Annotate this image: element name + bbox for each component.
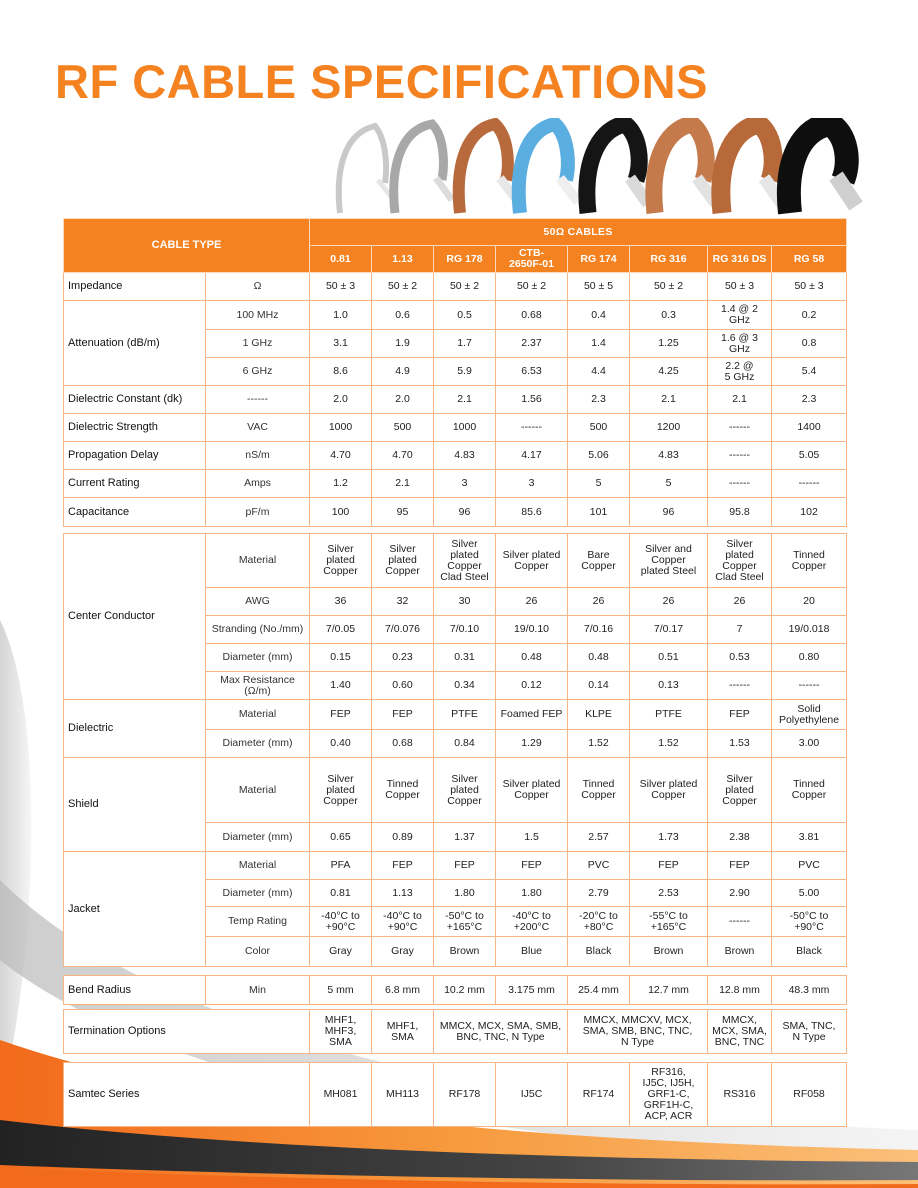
spec-value: 1200 [630,414,708,442]
spec-value: Gray [372,937,434,967]
spec-value: ------ [496,414,568,442]
spec-value: 0.13 [630,672,708,700]
cables-span-header: 50Ω CABLES [310,219,847,246]
spec-label: Center Conductor [64,534,206,700]
spec-value: 0.15 [310,644,372,672]
spec-label: Impedance [64,273,206,301]
spec-value: 12.7 mm [630,976,708,1005]
spec-value: 7/0.05 [310,616,372,644]
spec-value: 0.53 [708,644,772,672]
spec-value: Brown [630,937,708,967]
spec-value: PVC [772,852,847,880]
spec-value: 2.0 [372,386,434,414]
spec-value: 1.9 [372,330,434,358]
spec-unit: 6 GHz [206,358,310,386]
spec-value: 5 mm [310,976,372,1005]
spec-unit: Stranding (No./mm) [206,616,310,644]
spec-row [64,852,847,880]
spec-unit: AWG [206,588,310,616]
spec-value: 48.3 mm [772,976,847,1005]
spec-value: 1000 [310,414,372,442]
spec-row [64,1063,847,1127]
spec-value: 2.38 [708,823,772,852]
spec-label: Dielectric [64,700,206,758]
spec-row [64,442,847,470]
spec-value: Brown [708,937,772,967]
spec-value: 4.83 [434,442,496,470]
spec-value: 3 [496,470,568,498]
spec-value: ------ [708,907,772,937]
spec-value: 0.6 [372,301,434,330]
spec-value: RF178 [434,1063,496,1127]
spec-value: PTFE [630,700,708,730]
spec-value: PTFE [434,700,496,730]
spec-value: 7 [708,616,772,644]
spec-value: FEP [630,852,708,880]
spec-value: 500 [372,414,434,442]
spec-value: RF058 [772,1063,847,1127]
spec-value: 26 [496,588,568,616]
spec-value: -20°C to +80°C [568,907,630,937]
spec-row [64,534,847,588]
cable-illustrations [0,118,918,218]
spec-value: 1.13 [372,880,434,907]
spec-value: 102 [772,498,847,527]
spec-value: 1.29 [496,730,568,758]
spec-value: RS316 [708,1063,772,1127]
spec-value: Black [568,937,630,967]
spec-unit: Max Resistance (Ω/m) [206,672,310,700]
spec-value: 96 [630,498,708,527]
spec-value: 5 [568,470,630,498]
spec-value: 2.1 [630,386,708,414]
spec-unit: Diameter (mm) [206,730,310,758]
cable-rg316-icon [654,124,716,213]
spec-unit: Min [206,976,310,1005]
spec-value: 500 [568,414,630,442]
electrical-spec-table [63,218,847,527]
spec-value: 0.2 [772,301,847,330]
samtec-series-table [63,1062,847,1127]
spec-value: 50 ± 2 [434,273,496,301]
spec-value: 0.48 [496,644,568,672]
cable-name-header: 1.13 [372,246,434,273]
spec-value: 1.37 [434,823,496,852]
spec-value: 2.0 [310,386,372,414]
spec-value: 4.83 [630,442,708,470]
spec-unit: ------ [206,386,310,414]
page-title: RF CABLE SPECIFICATIONS [55,55,708,108]
spec-value: 1.52 [568,730,630,758]
spec-value: 1.7 [434,330,496,358]
spec-value: Silver plated Copper [630,758,708,823]
spec-value: FEP [372,852,434,880]
termination-value: MMCX, MCX, SMA, SMB, BNC, TNC, N Type [434,1010,568,1054]
spec-row [64,414,847,442]
spec-value: 1.52 [630,730,708,758]
spec-value: 1.73 [630,823,708,852]
spec-value: 2.3 [772,386,847,414]
termination-value: MHF1, SMA [372,1010,434,1054]
spec-value: 1400 [772,414,847,442]
spec-value: 7/0.076 [372,616,434,644]
spec-value: 7/0.16 [568,616,630,644]
spec-value: 0.8 [772,330,847,358]
spec-value: 19/0.10 [496,616,568,644]
spec-label: Current Rating [64,470,206,498]
spec-value: 95.8 [708,498,772,527]
spec-value: 1.25 [630,330,708,358]
spec-value: 2.2 @ 5 GHz [708,358,772,386]
spec-value: 5.05 [772,442,847,470]
spec-unit: 100 MHz [206,301,310,330]
spec-label: Shield [64,758,206,852]
spec-value: 26 [568,588,630,616]
spec-unit: Ω [206,273,310,301]
spec-value: Silver plated Copper [708,758,772,823]
spec-unit: Material [206,700,310,730]
spec-value: 2.53 [630,880,708,907]
spec-value: 0.23 [372,644,434,672]
spec-value: Silver and Copper plated Steel [630,534,708,588]
spec-value: FEP [708,700,772,730]
cable-rg316ds-icon [721,124,784,213]
spec-value: -40°C to +90°C [372,907,434,937]
spec-value: PFA [310,852,372,880]
spec-value: Bare Copper [568,534,630,588]
spec-value: 3 [434,470,496,498]
spec-label: Samtec Series [64,1063,310,1127]
spec-unit: Diameter (mm) [206,880,310,907]
spec-value: 2.90 [708,880,772,907]
cable-name-header: RG 178 [434,246,496,273]
spec-value: 1.4 [568,330,630,358]
spec-value: 1.5 [496,823,568,852]
spec-value: -40°C to +90°C [310,907,372,937]
cable-name-header: RG 316 [630,246,708,273]
spec-value: 1.40 [310,672,372,700]
spec-value: 5 [630,470,708,498]
construction-spec-table [63,533,847,967]
spec-value: 10.2 mm [434,976,496,1005]
spec-value: 1.80 [496,880,568,907]
spec-value: 0.5 [434,301,496,330]
spec-value: 30 [434,588,496,616]
spec-value: 50 ± 3 [708,273,772,301]
spec-value: 0.48 [568,644,630,672]
spec-value: 1.6 @ 3 GHz [708,330,772,358]
spec-value: 96 [434,498,496,527]
cable-rg174-icon [587,124,648,213]
spec-value: 7/0.10 [434,616,496,644]
spec-value: 0.3 [630,301,708,330]
spec-value: 0.80 [772,644,847,672]
cable-ctb-icon [519,124,578,213]
spec-value: 5.9 [434,358,496,386]
spec-value: 0.68 [372,730,434,758]
spec-value: 4.4 [568,358,630,386]
cable-name-header: RG 174 [568,246,630,273]
spec-unit: Material [206,758,310,823]
spec-value: PVC [568,852,630,880]
spec-value: 5.00 [772,880,847,907]
spec-label: Bend Radius [64,976,206,1005]
spec-unit: Amps [206,470,310,498]
spec-value: 3.1 [310,330,372,358]
spec-value: Foamed FEP [496,700,568,730]
spec-value: 100 [310,498,372,527]
spec-value: 1.56 [496,386,568,414]
spec-unit: pF/m [206,498,310,527]
spec-value: Tinned Copper [568,758,630,823]
termination-table [63,1009,847,1054]
spec-value: 26 [708,588,772,616]
spec-value: ------ [772,672,847,700]
spec-unit: VAC [206,414,310,442]
termination-value: MMCX, MCX, SMA, BNC, TNC [708,1010,772,1054]
spec-unit: nS/m [206,442,310,470]
spec-value: 1000 [434,414,496,442]
cable-type-header: CABLE TYPE [64,219,310,273]
spec-value: 101 [568,498,630,527]
spec-value: 4.25 [630,358,708,386]
spec-label: Dielectric Constant (dk) [64,386,206,414]
spec-value: 1.53 [708,730,772,758]
spec-unit: Diameter (mm) [206,644,310,672]
spec-value: 50 ± 2 [372,273,434,301]
spec-value: Tinned Copper [372,758,434,823]
cable-081-icon [339,126,392,213]
spec-row [64,386,847,414]
spec-label: Dielectric Strength [64,414,206,442]
spec-value: 1.4 @ 2 GHz [708,301,772,330]
spec-value: Silver plated Copper [310,534,372,588]
spec-label: Propagation Delay [64,442,206,470]
spec-row [64,301,847,330]
spec-value: 50 ± 5 [568,273,630,301]
spec-value: 0.34 [434,672,496,700]
spec-value: 0.84 [434,730,496,758]
spec-row [64,1010,847,1054]
spec-unit: Material [206,852,310,880]
cable-rg178-icon [459,124,518,213]
spec-value: FEP [372,700,434,730]
spec-value: 7/0.17 [630,616,708,644]
spec-value: 6.53 [496,358,568,386]
spec-value: Silver plated Copper Clad Steel [708,534,772,588]
spec-value: 95 [372,498,434,527]
spec-value: 2.1 [708,386,772,414]
spec-value: Brown [434,937,496,967]
spec-row [64,700,847,730]
spec-value: 2.79 [568,880,630,907]
spec-value: 0.40 [310,730,372,758]
cable-113-icon [394,124,452,213]
spec-value: 4.70 [372,442,434,470]
cable-name-header: RG 58 [772,246,847,273]
spec-value: ------ [708,470,772,498]
spec-value: 25.4 mm [568,976,630,1005]
spec-value: 0.12 [496,672,568,700]
spec-value: FEP [434,852,496,880]
spec-value: -50°C to +165°C [434,907,496,937]
spec-value: Solid Polyethylene [772,700,847,730]
spec-value: 3.81 [772,823,847,852]
spec-value: RF316, IJ5C, IJ5H, GRF1-C, GRF1H-C, ACP, ACR [630,1063,708,1127]
spec-value: 0.89 [372,823,434,852]
termination-value: SMA, TNC, N Type [772,1010,847,1054]
spec-value: Tinned Copper [772,758,847,823]
spec-value: -55°C to +165°C [630,907,708,937]
spec-value: 1.80 [434,880,496,907]
spec-value: FEP [708,852,772,880]
spec-value: FEP [496,852,568,880]
spec-value: 4.17 [496,442,568,470]
spec-value: ------ [708,414,772,442]
spec-value: FEP [310,700,372,730]
spec-value: ------ [772,470,847,498]
spec-row [64,976,847,1005]
spec-value: 0.65 [310,823,372,852]
spec-value: 5.06 [568,442,630,470]
spec-row [64,498,847,527]
spec-label: Capacitance [64,498,206,527]
spec-value: Silver plated Copper [496,758,568,823]
spec-value: 2.1 [434,386,496,414]
spec-value: ------ [708,672,772,700]
spec-value: MH113 [372,1063,434,1127]
termination-value: MMCX, MMCXV, MCX, SMA, SMB, BNC, TNC, N Type [568,1010,708,1054]
spec-row [64,470,847,498]
spec-value: 20 [772,588,847,616]
spec-value: 2.37 [496,330,568,358]
spec-label: Attenuation (dB/m) [64,301,206,386]
spec-value: Black [772,937,847,967]
spec-unit: 1 GHz [206,330,310,358]
spec-value: -50°C to +90°C [772,907,847,937]
spec-value: 3.175 mm [496,976,568,1005]
spec-value: 36 [310,588,372,616]
spec-value: MH081 [310,1063,372,1127]
spec-value: 0.14 [568,672,630,700]
termination-value: MHF1, MHF3, SMA [310,1010,372,1054]
cable-name-header: RG 316 DS [708,246,772,273]
spec-value: 50 ± 2 [630,273,708,301]
spec-value: 19/0.018 [772,616,847,644]
spec-value: 1.0 [310,301,372,330]
spec-unit: Temp Rating [206,907,310,937]
spec-value: Silver plated Copper [496,534,568,588]
spec-value: 8.6 [310,358,372,386]
spec-unit: Material [206,534,310,588]
spec-value: Silver plated Copper [434,758,496,823]
spec-unit: Diameter (mm) [206,823,310,852]
spec-label: Termination Options [64,1010,310,1054]
spec-value: 4.70 [310,442,372,470]
spec-value: 85.6 [496,498,568,527]
spec-row [64,273,847,301]
spec-row [64,758,847,823]
spec-value: Silver plated Copper [372,534,434,588]
spec-value: 0.31 [434,644,496,672]
spec-value: Silver plated Copper [310,758,372,823]
spec-value: KLPE [568,700,630,730]
spec-value: 2.57 [568,823,630,852]
spec-value: 0.4 [568,301,630,330]
cable-name-header: 0.81 [310,246,372,273]
spec-unit: Color [206,937,310,967]
spec-value: 3.00 [772,730,847,758]
spec-value: 1.2 [310,470,372,498]
spec-value: Blue [496,937,568,967]
spec-value: 12.8 mm [708,976,772,1005]
spec-value: 0.51 [630,644,708,672]
spec-value: 0.68 [496,301,568,330]
spec-value: 50 ± 2 [496,273,568,301]
spec-value: 2.1 [372,470,434,498]
bend-radius-table [63,975,847,1005]
spec-label: Jacket [64,852,206,967]
spec-value: -40°C to +200°C [496,907,568,937]
cable-rg58-icon [789,124,856,213]
spec-value: 26 [630,588,708,616]
spec-value: 50 ± 3 [772,273,847,301]
spec-value: 32 [372,588,434,616]
spec-value: 50 ± 3 [310,273,372,301]
spec-value: 5.4 [772,358,847,386]
cable-name-header: CTB- 2650F-01 [496,246,568,273]
spec-value: ------ [708,442,772,470]
spec-value: Silver plated Copper Clad Steel [434,534,496,588]
spec-value: Gray [310,937,372,967]
spec-value: IJ5C [496,1063,568,1127]
spec-value: 0.60 [372,672,434,700]
spec-value: 6.8 mm [372,976,434,1005]
spec-value: RF174 [568,1063,630,1127]
spec-value: 2.3 [568,386,630,414]
spec-value: 4.9 [372,358,434,386]
spec-value: 0.81 [310,880,372,907]
spec-value: Tinned Copper [772,534,847,588]
